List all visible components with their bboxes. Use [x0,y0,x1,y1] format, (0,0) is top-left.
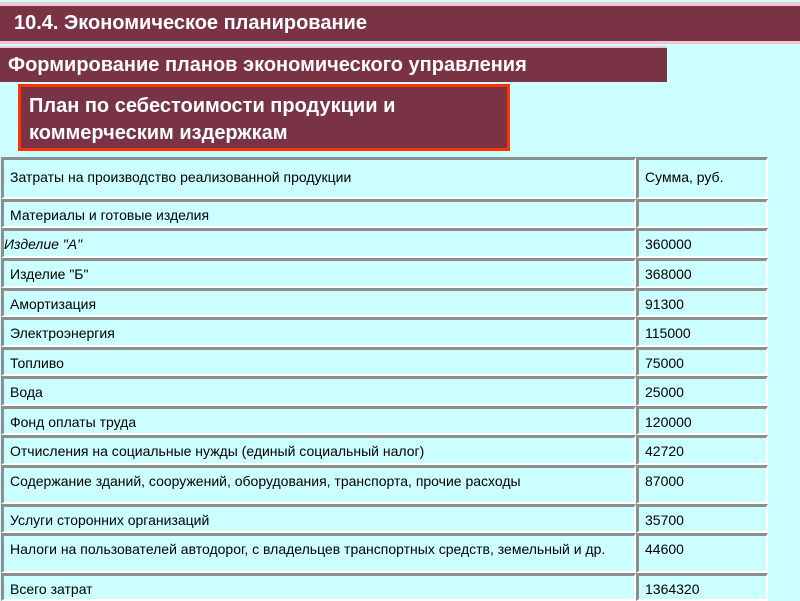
row-name: Изделие "Б" [1,258,636,288]
row-value: 87000 [636,465,768,504]
row-value: 91300 [636,288,768,317]
table-row [1,347,768,376]
table-row [1,288,768,317]
table-row [1,376,768,406]
row-value: 1364320 [636,573,768,601]
row-name: Электроэнергия [1,317,636,347]
row-value: 115000 [636,317,768,347]
row-name: Топливо [1,347,636,376]
row-name: Содержание зданий, сооружений, оборудования, транспорта, прочие расходы [1,465,636,504]
row-name: Налоги на пользователей автодорог, с владельцев транспортных средств, земельный и др. [1,533,636,573]
table-row [1,406,768,435]
header-cost-cell: Затраты на производство реализованной продукции [1,157,636,199]
row-name: Вода [1,376,636,406]
subtitle: Формирование планов экономического управления [0,46,667,82]
row-name: Фонд оплаты труда [1,406,636,435]
row-name: Изделие "А" [1,228,636,258]
plan-title: План по себестоимости продукции и коммерческим издержкам [18,84,510,151]
section-title: 10.4. Экономическое планирование [0,2,800,44]
row-name: Амортизация [1,288,636,317]
table-header-row [1,157,768,199]
table-row [1,573,768,601]
table-row [1,317,768,347]
row-value [636,199,768,228]
table-row [1,533,768,573]
cost-table [1,157,768,601]
row-value: 25000 [636,376,768,406]
table-row [1,504,768,533]
row-name: Услуги сторонних организаций [1,504,636,533]
header-sum-cell: Сумма, руб. [636,157,768,199]
table-row [1,258,768,288]
row-value: 42720 [636,435,768,465]
table-row [1,465,768,504]
row-value: 35700 [636,504,768,533]
row-value: 120000 [636,406,768,435]
row-value: 368000 [636,258,768,288]
row-value: 44600 [636,533,768,573]
table-row [1,228,768,258]
row-value: 75000 [636,347,768,376]
row-name: Всего затрат [1,573,636,601]
row-name: Материалы и готовые изделия [1,199,636,228]
table-row [1,435,768,465]
table-row [1,199,768,228]
row-value: 360000 [636,228,768,258]
row-name: Отчисления на социальные нужды (единый социальный налог) [1,435,636,465]
